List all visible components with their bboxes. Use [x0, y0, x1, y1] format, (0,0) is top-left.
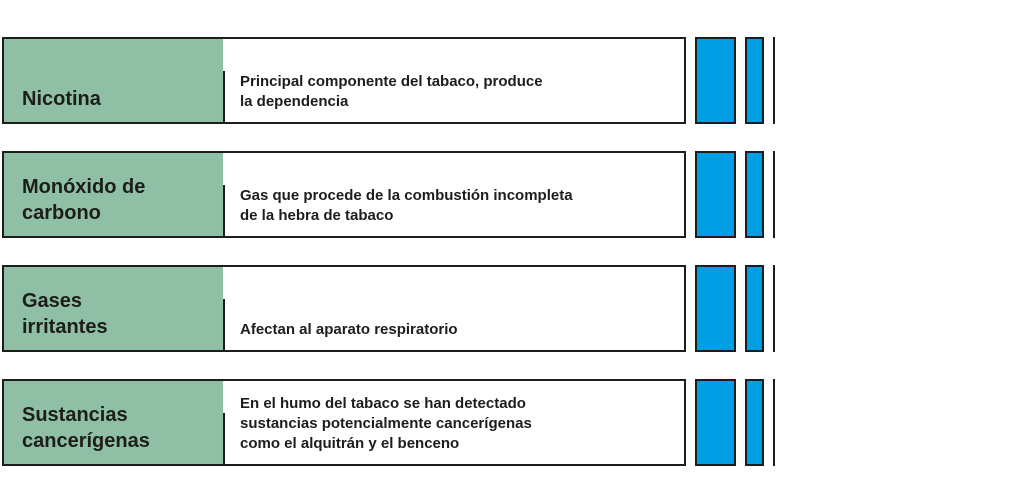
- component-name-line: carbono: [22, 202, 101, 224]
- decorative-bar-narrow: [745, 379, 764, 466]
- component-name-line: Nicotina: [22, 88, 101, 110]
- component-card: [2, 37, 686, 124]
- component-name-line: Gases: [22, 290, 83, 312]
- decorative-bar-wide: [695, 265, 736, 352]
- component-description: [240, 320, 660, 340]
- component-name: [22, 288, 217, 340]
- component-name-cell: [4, 267, 223, 350]
- component-description-line: Principal componente del tabaco, produce: [240, 73, 543, 90]
- cell-divider: [223, 299, 225, 350]
- component-name-line: irritantes: [22, 316, 108, 338]
- cell-divider: [223, 185, 225, 236]
- component-description: [240, 72, 660, 112]
- component-description-line: En el humo del tabaco se han detectado: [240, 395, 526, 412]
- component-description-line: como el alquitrán y el benceno: [240, 435, 460, 452]
- component-description-line: la dependencia: [240, 93, 349, 110]
- cell-divider: [223, 71, 225, 122]
- component-name-cell: [4, 39, 223, 122]
- decorative-bar-line: [773, 379, 775, 466]
- component-row: [2, 151, 777, 239]
- decorative-bar-narrow: [745, 151, 764, 238]
- component-description-line: Afectan al aparato respiratorio: [240, 321, 458, 338]
- decorative-bar-line: [773, 265, 775, 352]
- cell-divider: [223, 413, 225, 464]
- decorative-bar-wide: [695, 379, 736, 466]
- component-name-cell: [4, 381, 223, 464]
- component-name: [22, 402, 217, 454]
- component-name: [22, 86, 217, 112]
- component-description: [240, 394, 660, 454]
- component-name-line: Sustancias: [22, 404, 128, 426]
- decorative-bar-wide: [695, 151, 736, 238]
- component-row: [2, 265, 777, 353]
- component-card: [2, 379, 686, 466]
- component-name-line: Monóxido de: [22, 176, 146, 198]
- component-name-line: cancerígenas: [22, 430, 150, 452]
- component-description-line: de la hebra de tabaco: [240, 207, 394, 224]
- component-row: [2, 37, 777, 125]
- component-description-line: Gas que procede de la combustión incompleta: [240, 187, 573, 204]
- component-row: [2, 379, 777, 467]
- decorative-bar-line: [773, 37, 775, 124]
- component-description: [240, 186, 660, 226]
- decorative-bar-line: [773, 151, 775, 238]
- component-description-line: sustancias potencialmente cancerígenas: [240, 415, 532, 432]
- decorative-bar-narrow: [745, 37, 764, 124]
- decorative-bar-wide: [695, 37, 736, 124]
- component-name: [22, 174, 217, 226]
- component-card: [2, 265, 686, 352]
- component-card: [2, 151, 686, 238]
- component-name-cell: [4, 153, 223, 236]
- decorative-bar-narrow: [745, 265, 764, 352]
